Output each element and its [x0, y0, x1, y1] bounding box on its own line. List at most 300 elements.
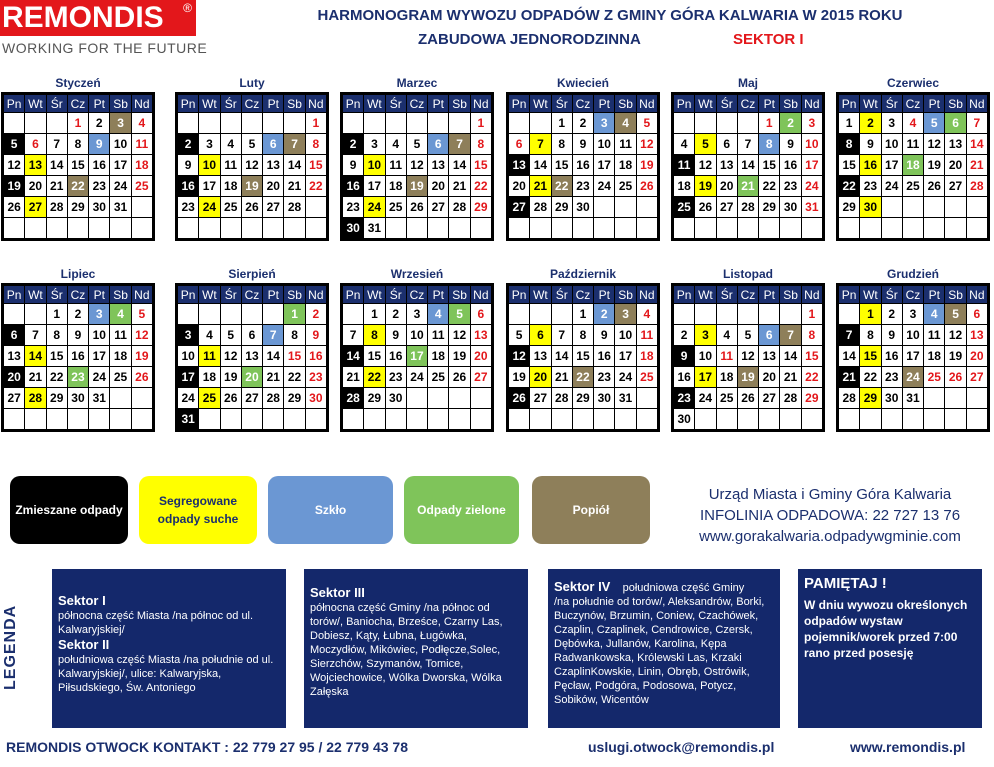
day-cell	[449, 388, 470, 409]
weekday-label: Nd	[131, 95, 152, 113]
day-cell	[178, 218, 199, 239]
day-cell	[263, 409, 284, 430]
day-cell: 1	[364, 304, 385, 325]
day-cell	[594, 218, 615, 239]
weekday-label: Pt	[924, 286, 945, 304]
day-cell: 18	[716, 367, 737, 388]
day-cell: 25	[131, 176, 152, 197]
day-cell: 10	[110, 134, 131, 155]
day-cell: 31	[110, 197, 131, 218]
weekday-label: Nd	[966, 286, 987, 304]
weekday-label: Pn	[674, 286, 695, 304]
weekday-label: Wt	[530, 95, 551, 113]
day-cell: 7	[449, 134, 470, 155]
weekday-label: Cz	[902, 286, 923, 304]
day-cell	[509, 409, 530, 430]
day-cell: 29	[860, 388, 881, 409]
day-cell: 12	[924, 134, 945, 155]
day-cell: 15	[46, 346, 67, 367]
week-row	[839, 346, 988, 367]
week-row	[839, 409, 988, 430]
day-cell: 4	[199, 325, 220, 346]
page-title: HARMONOGRAM WYWOZU ODPADÓW Z GMINY GÓRA KALWARIA W 2015 ROKU	[317, 7, 903, 24]
day-cell: 26	[449, 367, 470, 388]
day-cell: 24	[178, 388, 199, 409]
day-cell: 20	[25, 176, 46, 197]
week-row	[839, 388, 988, 409]
day-cell: 3	[615, 304, 636, 325]
day-cell: 3	[594, 113, 615, 134]
day-cell: 6	[25, 134, 46, 155]
month-name: Czerwiec	[886, 76, 940, 90]
day-cell: 28	[284, 197, 305, 218]
day-cell: 14	[25, 346, 46, 367]
day-cell: 5	[695, 134, 716, 155]
logo-red-block	[0, 0, 196, 36]
day-cell: 19	[131, 346, 152, 367]
day-cell	[839, 218, 860, 239]
day-cell	[25, 113, 46, 134]
day-cell: 26	[737, 388, 758, 409]
week-row	[509, 155, 658, 176]
day-cell: 6	[241, 325, 262, 346]
day-cell: 14	[449, 155, 470, 176]
day-cell: 31	[615, 388, 636, 409]
day-cell	[530, 304, 551, 325]
day-cell: 14	[737, 155, 758, 176]
weekday-label: Pt	[263, 95, 284, 113]
day-cell	[924, 197, 945, 218]
week-row	[343, 388, 492, 409]
day-cell: 11	[131, 134, 152, 155]
day-cell: 12	[131, 325, 152, 346]
day-cell: 23	[594, 367, 615, 388]
weekday-label: Pn	[178, 286, 199, 304]
day-cell: 4	[110, 304, 131, 325]
day-cell: 11	[110, 325, 131, 346]
week-row	[509, 388, 658, 409]
day-cell	[759, 218, 780, 239]
day-cell	[449, 113, 470, 134]
day-cell: 2	[89, 113, 110, 134]
day-cell: 22	[67, 176, 88, 197]
day-cell	[131, 218, 152, 239]
day-cell	[470, 388, 491, 409]
day-cell	[530, 218, 551, 239]
day-cell	[737, 113, 758, 134]
day-cell: 27	[428, 197, 449, 218]
day-cell	[594, 197, 615, 218]
day-cell: 29	[364, 388, 385, 409]
day-cell: 19	[695, 176, 716, 197]
weekday-label: Pt	[89, 286, 110, 304]
day-cell: 25	[385, 197, 406, 218]
day-cell: 29	[46, 388, 67, 409]
day-cell: 2	[881, 304, 902, 325]
day-cell	[924, 388, 945, 409]
week-row	[674, 367, 823, 388]
day-cell	[881, 197, 902, 218]
day-cell: 24	[695, 388, 716, 409]
weekday-header-row	[178, 95, 327, 113]
month-name: Kwiecień	[556, 76, 610, 90]
brand-slogan: WORKING FOR THE FUTURE	[2, 40, 208, 56]
day-cell: 22	[470, 176, 491, 197]
weekday-label: Cz	[572, 95, 593, 113]
weekday-label: Śr	[46, 95, 67, 113]
day-cell: 11	[615, 134, 636, 155]
day-cell: 15	[470, 155, 491, 176]
day-cell: 23	[305, 367, 326, 388]
footer-email[interactable]: uslugi.otwock@remondis.pl	[588, 739, 775, 755]
month-grid	[340, 92, 494, 241]
day-cell	[305, 218, 326, 239]
day-cell: 23	[780, 176, 801, 197]
day-cell: 9	[860, 134, 881, 155]
day-cell: 21	[780, 367, 801, 388]
day-cell: 10	[881, 134, 902, 155]
day-cell	[695, 218, 716, 239]
day-cell	[406, 388, 427, 409]
day-cell: 13	[530, 346, 551, 367]
day-cell: 28	[839, 388, 860, 409]
day-cell	[470, 409, 491, 430]
day-cell: 16	[67, 346, 88, 367]
day-cell: 4	[220, 134, 241, 155]
day-cell: 11	[716, 346, 737, 367]
day-cell	[220, 409, 241, 430]
week-row	[839, 218, 988, 239]
weekday-label: Śr	[716, 95, 737, 113]
day-cell	[131, 388, 152, 409]
day-cell: 13	[428, 155, 449, 176]
sector-3-text: północna część Gminy /na północ od torów/, Baniocha, Brześce, Czarny Las, Dobiesz, Kąty, Łubna, Ługówka, Moczydłów, Mikówiec, Podłęcze,Solec, Sierzchów, Szymanów, Tomice, Wojciechowice, Wólka Dworska, Wólka Załęska	[310, 602, 503, 698]
week-row	[839, 176, 988, 197]
week-row	[674, 134, 823, 155]
day-cell	[110, 388, 131, 409]
day-cell: 1	[551, 113, 572, 134]
week-row	[178, 113, 327, 134]
registered-mark: ®	[183, 1, 192, 15]
week-row	[839, 325, 988, 346]
week-row	[509, 134, 658, 155]
legend-dry-recyclables: Segregowane odpady suche	[139, 476, 257, 544]
day-cell: 30	[780, 197, 801, 218]
day-cell: 5	[636, 113, 657, 134]
day-cell: 4	[674, 134, 695, 155]
day-cell	[284, 113, 305, 134]
day-cell: 31	[902, 388, 923, 409]
day-cell: 18	[674, 176, 695, 197]
day-cell: 16	[385, 346, 406, 367]
day-cell	[4, 113, 25, 134]
day-cell: 18	[220, 176, 241, 197]
day-cell: 20	[470, 346, 491, 367]
day-cell	[636, 197, 657, 218]
day-cell: 3	[199, 134, 220, 155]
day-cell	[902, 218, 923, 239]
day-cell	[759, 409, 780, 430]
day-cell: 23	[860, 176, 881, 197]
day-cell: 24	[902, 367, 923, 388]
day-cell: 4	[716, 325, 737, 346]
weekday-label: Pt	[924, 95, 945, 113]
day-cell: 29	[551, 197, 572, 218]
month-name: Luty	[239, 76, 265, 90]
month-name: Styczeń	[55, 76, 101, 90]
week-row	[509, 176, 658, 197]
day-cell	[737, 409, 758, 430]
day-cell: 28	[449, 197, 470, 218]
day-cell: 14	[530, 155, 551, 176]
day-cell: 26	[636, 176, 657, 197]
day-cell: 16	[178, 176, 199, 197]
weekday-label: Sb	[449, 95, 470, 113]
day-cell: 23	[572, 176, 593, 197]
day-cell: 30	[305, 388, 326, 409]
day-cell: 29	[470, 197, 491, 218]
day-cell: 15	[572, 346, 593, 367]
day-cell: 30	[343, 218, 364, 239]
day-cell: 30	[385, 388, 406, 409]
week-row	[839, 155, 988, 176]
day-cell: 17	[902, 346, 923, 367]
month-grid	[175, 92, 329, 241]
day-cell	[902, 197, 923, 218]
week-row	[839, 134, 988, 155]
day-cell: 29	[839, 197, 860, 218]
weekday-label: Śr	[385, 95, 406, 113]
day-cell: 19	[4, 176, 25, 197]
weekday-label: Cz	[572, 286, 593, 304]
day-cell: 7	[46, 134, 67, 155]
day-cell	[241, 304, 262, 325]
day-cell: 10	[902, 325, 923, 346]
day-cell	[199, 218, 220, 239]
day-cell	[945, 218, 966, 239]
day-cell	[636, 388, 657, 409]
day-cell	[716, 218, 737, 239]
day-cell	[178, 304, 199, 325]
day-cell: 12	[220, 346, 241, 367]
day-cell: 23	[343, 197, 364, 218]
day-cell: 28	[966, 176, 987, 197]
sector-4-box	[548, 569, 780, 728]
day-cell	[860, 409, 881, 430]
day-cell: 5	[241, 134, 262, 155]
weekday-label: Pn	[343, 95, 364, 113]
day-cell	[966, 218, 987, 239]
day-cell: 17	[615, 346, 636, 367]
day-cell: 2	[305, 304, 326, 325]
weekday-label: Pt	[428, 286, 449, 304]
weekday-label: Cz	[737, 95, 758, 113]
day-cell	[89, 409, 110, 430]
day-cell: 23	[89, 176, 110, 197]
day-cell: 20	[716, 176, 737, 197]
day-cell	[343, 409, 364, 430]
week-row	[343, 304, 492, 325]
day-cell	[428, 218, 449, 239]
day-cell: 12	[636, 134, 657, 155]
sector-3-title: Sektor III	[310, 585, 365, 600]
day-cell: 9	[572, 134, 593, 155]
day-cell: 25	[902, 176, 923, 197]
week-row	[674, 176, 823, 197]
day-cell: 5	[737, 325, 758, 346]
week-row	[343, 155, 492, 176]
weekday-label: Śr	[881, 286, 902, 304]
day-cell: 6	[263, 134, 284, 155]
day-cell: 3	[695, 325, 716, 346]
day-cell	[551, 304, 572, 325]
day-cell: 13	[509, 155, 530, 176]
weekday-label: Pt	[759, 286, 780, 304]
month-name: Wrzesień	[390, 267, 444, 281]
day-cell: 17	[406, 346, 427, 367]
day-cell: 14	[966, 134, 987, 155]
day-cell: 8	[572, 325, 593, 346]
day-cell: 29	[572, 388, 593, 409]
day-cell	[509, 304, 530, 325]
day-cell: 19	[241, 176, 262, 197]
day-cell	[385, 409, 406, 430]
weekday-label: Śr	[220, 286, 241, 304]
weekday-label: Nd	[305, 286, 326, 304]
week-row	[178, 176, 327, 197]
day-cell: 6	[4, 325, 25, 346]
day-cell: 25	[636, 367, 657, 388]
day-cell	[780, 304, 801, 325]
weekday-header-row	[839, 286, 988, 304]
day-cell: 21	[530, 176, 551, 197]
day-cell: 12	[509, 346, 530, 367]
day-cell: 21	[839, 367, 860, 388]
footer-website[interactable]: www.remondis.pl	[850, 739, 966, 755]
weekday-label: Sb	[284, 95, 305, 113]
day-cell: 11	[385, 155, 406, 176]
day-cell: 9	[385, 325, 406, 346]
day-cell	[674, 113, 695, 134]
weekday-label: Cz	[241, 95, 262, 113]
day-cell	[305, 197, 326, 218]
day-cell: 27	[759, 388, 780, 409]
remondis-logo	[0, 0, 208, 60]
sector-2-text: południowa część Miasta /na południe od ul. Kalwaryjskiej/, ulice: Kalwaryjska, Piłsudskiego, Św. Antoniego	[58, 654, 274, 694]
day-cell: 3	[89, 304, 110, 325]
day-cell: 24	[881, 176, 902, 197]
day-cell	[674, 304, 695, 325]
day-cell: 21	[25, 367, 46, 388]
weekday-label: Wt	[530, 286, 551, 304]
week-row	[839, 113, 988, 134]
day-cell	[110, 409, 131, 430]
day-cell	[780, 409, 801, 430]
weekday-label: Sb	[110, 95, 131, 113]
day-cell	[385, 218, 406, 239]
weekday-label: Pt	[594, 286, 615, 304]
day-cell: 4	[428, 304, 449, 325]
day-cell: 13	[945, 134, 966, 155]
weekday-label: Cz	[902, 95, 923, 113]
week-row	[509, 304, 658, 325]
weekday-label: Śr	[716, 286, 737, 304]
weekday-label: Wt	[25, 95, 46, 113]
day-cell	[902, 409, 923, 430]
month-grid	[506, 92, 660, 241]
day-cell	[509, 113, 530, 134]
day-cell: 17	[178, 367, 199, 388]
week-row	[343, 134, 492, 155]
day-cell: 19	[509, 367, 530, 388]
day-cell: 18	[636, 346, 657, 367]
day-cell: 12	[945, 325, 966, 346]
day-cell	[406, 218, 427, 239]
day-cell: 4	[385, 134, 406, 155]
week-row	[178, 197, 327, 218]
day-cell: 21	[737, 176, 758, 197]
day-cell	[695, 113, 716, 134]
weekday-label: Nd	[801, 95, 822, 113]
day-cell	[364, 409, 385, 430]
day-cell: 18	[615, 155, 636, 176]
page-subtitle: ZABUDOWA JEDNORODZINNA	[418, 31, 641, 48]
day-cell: 19	[737, 367, 758, 388]
day-cell: 17	[594, 155, 615, 176]
legend-mixed-waste: Zmieszane odpady	[10, 476, 128, 544]
office-info	[670, 484, 990, 547]
day-cell: 17	[89, 346, 110, 367]
reminder-text: W dniu wywozu określonych odpadów wystaw pojemnik/worek przed 7:00 rano przed posesję	[804, 598, 968, 660]
day-cell	[199, 304, 220, 325]
day-cell: 30	[594, 388, 615, 409]
day-cell: 16	[594, 346, 615, 367]
day-cell: 28	[780, 388, 801, 409]
day-cell: 22	[801, 367, 822, 388]
day-cell: 22	[572, 367, 593, 388]
day-cell	[364, 113, 385, 134]
day-cell: 8	[284, 325, 305, 346]
office-website[interactable]: www.gorakalwaria.odpadywgminie.com	[699, 528, 961, 545]
day-cell: 1	[470, 113, 491, 134]
weekday-label: Pt	[263, 286, 284, 304]
weekday-label: Pn	[509, 286, 530, 304]
day-cell: 21	[343, 367, 364, 388]
day-cell: 3	[801, 113, 822, 134]
month-name: Grudzień	[886, 267, 939, 281]
week-row	[178, 367, 327, 388]
week-row	[4, 367, 153, 388]
day-cell: 6	[530, 325, 551, 346]
day-cell: 28	[551, 388, 572, 409]
day-cell: 7	[263, 325, 284, 346]
day-cell: 10	[199, 155, 220, 176]
day-cell	[966, 388, 987, 409]
week-row	[509, 325, 658, 346]
day-cell: 10	[364, 155, 385, 176]
day-cell: 2	[860, 113, 881, 134]
day-cell: 17	[881, 155, 902, 176]
month-grid	[836, 92, 990, 241]
day-cell: 16	[572, 155, 593, 176]
day-cell	[924, 409, 945, 430]
day-cell: 9	[594, 325, 615, 346]
day-cell: 24	[615, 367, 636, 388]
day-cell: 17	[801, 155, 822, 176]
day-cell: 4	[636, 304, 657, 325]
weekday-label: Pt	[428, 95, 449, 113]
day-cell	[674, 218, 695, 239]
